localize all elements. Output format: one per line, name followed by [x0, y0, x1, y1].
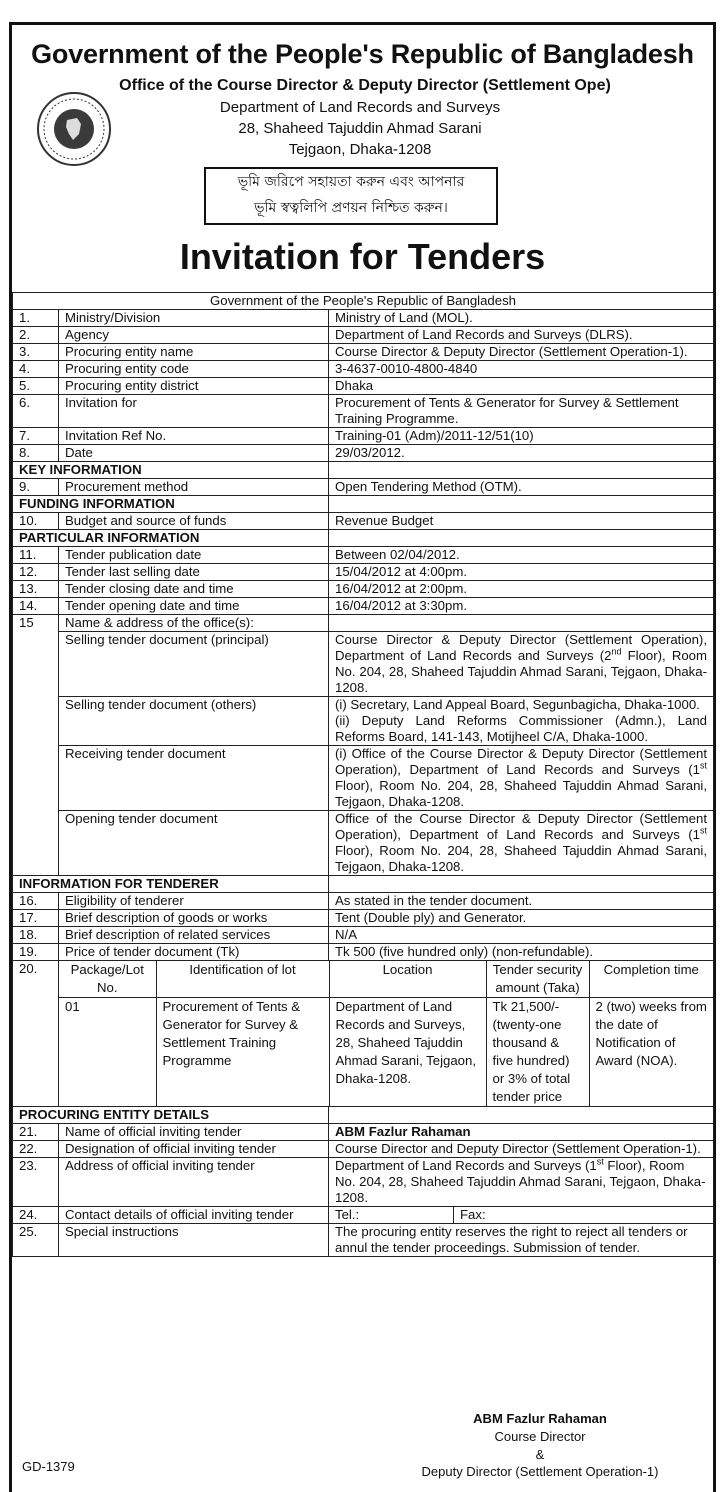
ordinal-suffix: st [699, 760, 707, 771]
table-caption: Government of the People's Republic of Bangladesh [13, 293, 714, 310]
table-row [13, 746, 714, 811]
government-heading: Government of the People's Republic of Bangladesh [31, 39, 694, 69]
table-row [13, 697, 714, 746]
table-row [13, 893, 714, 910]
header-identification: Identification of lot [156, 961, 329, 998]
table-row [13, 513, 714, 530]
row-label: Price of tender document (Tk) [59, 944, 329, 961]
signatory-title: Course Director [494, 1429, 586, 1444]
row-value: Dhaka [329, 378, 714, 395]
row-number: 18. [13, 927, 59, 944]
row-number: 9. [13, 479, 59, 496]
row-number: 5. [13, 378, 59, 395]
row-value: Training-01 (Adm)/2011-12/51(10) [329, 428, 714, 445]
header-location: Location [329, 961, 486, 998]
row-value: Department of Land Records and Surveys (DLRS). [329, 327, 714, 344]
row-label: Invitation for [59, 395, 329, 428]
slogan-line-2: ভূমি স্বত্বলিপি প্রণয়ন নিশ্চিত করুন। [254, 200, 448, 216]
address-line: (ii) Deputy Land Reforms Commissioner (Admn.), Land Reforms Board, 141-143, Motijheel C/A, Dhaka-1000. [335, 713, 707, 744]
lot-package: 01 [59, 998, 156, 1107]
row-value: As stated in the tender document. [329, 893, 714, 910]
receiving-address [329, 746, 714, 811]
row-number: 22. [13, 1141, 59, 1158]
empty-cell [329, 876, 714, 893]
signatory-name: ABM Fazlur Rahaman [473, 1411, 607, 1426]
row-value: N/A [329, 927, 714, 944]
row-number: 15 [13, 615, 59, 876]
selling-others-label: Selling tender document (others) [59, 697, 329, 746]
lot-table-cell [59, 961, 714, 1107]
row-label: Brief description of related services [59, 927, 329, 944]
ordinal-suffix: nd [611, 646, 622, 657]
row-number: 24. [13, 1207, 59, 1224]
row-label: Tender publication date [59, 547, 329, 564]
table-row [13, 1141, 714, 1158]
address-text: Floor), Room No. 204, 28, Shaheed Tajuddin Ahmad Sarani, Tejgaon, Dhaka-1208. [335, 1158, 706, 1205]
address-text: Course Director & Deputy Director (Settlement Operation), Department of Land Records and Surveys (2 [335, 632, 707, 663]
header-security: Tender security amount (Taka) [486, 961, 589, 998]
row-number: 2. [13, 327, 59, 344]
table-row [13, 927, 714, 944]
table-row [13, 811, 714, 876]
row-label: Budget and source of funds [59, 513, 329, 530]
table-caption-row [13, 293, 714, 310]
table-row [13, 581, 714, 598]
table-row [13, 395, 714, 428]
lot-completion: 2 (two) weeks from the date of Notification of Award (NOA). [589, 998, 713, 1107]
row-label: Tender closing date and time [59, 581, 329, 598]
row-label: Eligibility of tenderer [59, 893, 329, 910]
table-row [13, 1124, 714, 1141]
department-line: Department of Land Records and Surveys [219, 99, 501, 116]
row-number: 11. [13, 547, 59, 564]
table-row [13, 564, 714, 581]
empty-cell [329, 496, 714, 513]
row-value [329, 1158, 714, 1207]
city-line: Tejgaon, Dhaka-1208 [288, 141, 432, 158]
table-row [13, 944, 714, 961]
tel-label: Tel.: [329, 1207, 454, 1223]
row-value: Between 02/04/2012. [329, 547, 714, 564]
section-heading-funding-information: FUNDING INFORMATION [13, 496, 329, 513]
opening-address [329, 811, 714, 876]
table-row [13, 632, 714, 697]
table-row [13, 428, 714, 445]
section-heading-key-information: KEY INFORMATION [13, 462, 329, 479]
row-number: 19. [13, 944, 59, 961]
row-number: 23. [13, 1158, 59, 1207]
table-row [13, 445, 714, 462]
row-label: Name of official inviting tender [59, 1124, 329, 1141]
row-number: 6. [13, 395, 59, 428]
lot-header-row [59, 961, 713, 998]
section-row [13, 496, 714, 513]
row-number: 20. [13, 961, 59, 1107]
table-row [13, 910, 714, 927]
row-label: Name & address of the office(s): [59, 615, 329, 632]
row-label: Procurement method [59, 479, 329, 496]
lot-table [59, 961, 713, 1106]
signatory-title-2: Deputy Director (Settlement Operation-1) [421, 1464, 659, 1479]
row-label: Agency [59, 327, 329, 344]
row-label: Procuring entity district [59, 378, 329, 395]
row-label: Ministry/Division [59, 310, 329, 327]
row-label: Contact details of official inviting tender [59, 1207, 329, 1224]
tender-table [12, 292, 714, 1257]
row-value: Course Director & Deputy Director (Settlement Operation-1). [329, 344, 714, 361]
row-label: Designation of official inviting tender [59, 1141, 329, 1158]
row-number: 13. [13, 581, 59, 598]
table-row [13, 1207, 714, 1224]
contact-split [329, 1207, 713, 1223]
row-label: Brief description of goods or works [59, 910, 329, 927]
selling-others-address [329, 697, 714, 746]
section-row [13, 1107, 714, 1124]
row-number: 8. [13, 445, 59, 462]
row-label: Procuring entity code [59, 361, 329, 378]
row-value: 29/03/2012. [329, 445, 714, 462]
row-number: 12. [13, 564, 59, 581]
opening-label: Opening tender document [59, 811, 329, 876]
lot-location: Department of Land Records and Surveys, 28, Shaheed Tajuddin Ahmad Sarani, Tejgaon, Dhaka-1208. [329, 998, 486, 1107]
address-text: Floor), Room No. 204, 28, Shaheed Tajuddin Ahmad Sarani, Tejgaon, Dhaka-1208. [335, 843, 707, 874]
address-text: Office of the Course Director & Deputy Director (Settlement Operation), Department of Land Records and Surveys (1 [335, 811, 707, 842]
row-value: Tk 500 (five hundred only) (non-refundable). [329, 944, 714, 961]
section-heading-particular-information: PARTICULAR INFORMATION [13, 530, 329, 547]
row-number: 17. [13, 910, 59, 927]
empty-cell [329, 1107, 714, 1124]
row-label: Procuring entity name [59, 344, 329, 361]
table-row [13, 378, 714, 395]
lot-identification: Procurement of Tents & Generator for Survey & Settlement Training Programme [156, 998, 329, 1107]
empty-cell [329, 530, 714, 547]
table-row [13, 1158, 714, 1207]
table-row [13, 361, 714, 378]
receiving-label: Receiving tender document [59, 746, 329, 811]
table-row [13, 344, 714, 361]
section-row [13, 876, 714, 893]
row-number: 16. [13, 893, 59, 910]
row-value: Tent (Double ply) and Generator. [329, 910, 714, 927]
address-text: Floor), Room No. 204, 28, Shaheed Tajuddin Ahmad Sarani, Tejgaon, Dhaka-1208. [335, 648, 707, 695]
empty-cell [329, 615, 714, 632]
row-value: 15/04/2012 at 4:00pm. [329, 564, 714, 581]
street-line: 28, Shaheed Tajuddin Ahmad Sarani [238, 120, 482, 137]
header-completion: Completion time [589, 961, 713, 998]
lot-security: Tk 21,500/- (twenty-one thousand & five hundred) or 3% of total tender price [486, 998, 589, 1107]
table-row [13, 310, 714, 327]
row-label: Special instructions [59, 1224, 329, 1257]
slogan-line-1: ভূমি জরিপে সহায়তা করুন এবং আপনার [237, 174, 465, 190]
row-value: Course Director and Deputy Director (Settlement Operation-1). [329, 1141, 714, 1158]
section-row [13, 530, 714, 547]
footer-code: GD-1379 [22, 1459, 75, 1474]
table-row [13, 598, 714, 615]
section-heading-procuring-entity-details: PROCURING ENTITY DETAILS [13, 1107, 329, 1124]
official-name: ABM Fazlur Rahaman [329, 1124, 714, 1141]
ordinal-suffix: st [596, 1156, 604, 1167]
table-row [13, 327, 714, 344]
row-label: Tender last selling date [59, 564, 329, 581]
government-seal-icon [37, 92, 111, 166]
row-number: 14. [13, 598, 59, 615]
header-package: Package/Lot No. [59, 961, 156, 998]
row-value: The procuring entity reserves the right to reject all tenders or annul the tender proceedings. Submission of tender. [329, 1224, 714, 1257]
row-label: Tender opening date and time [59, 598, 329, 615]
row-number: 10. [13, 513, 59, 530]
ordinal-suffix: st [699, 825, 707, 836]
row-number: 3. [13, 344, 59, 361]
row-value: Open Tendering Method (OTM). [329, 479, 714, 496]
address-text: (i) Office of the Course Director & Deputy Director (Settlement Operation), Department of Land Records and Surveys (1 [335, 746, 707, 777]
lot-data-row [59, 998, 713, 1107]
row-number: 25. [13, 1224, 59, 1257]
row-number: 1. [13, 310, 59, 327]
address-text: Department of Land Records and Surveys (1 [335, 1158, 597, 1173]
selling-principal-label: Selling tender document (principal) [59, 632, 329, 697]
row-value: Procurement of Tents & Generator for Survey & Settlement Training Programme. [329, 395, 714, 428]
signatory-ampersand: & [535, 1447, 545, 1462]
section-row [13, 462, 714, 479]
section-heading-information-for-tenderer: INFORMATION FOR TENDERER [13, 876, 329, 893]
contact-cell [329, 1207, 714, 1224]
row-label: Invitation Ref No. [59, 428, 329, 445]
table-row [13, 547, 714, 564]
row-label: Date [59, 445, 329, 462]
row-value: 16/04/2012 at 2:00pm. [329, 581, 714, 598]
office-heading: Office of the Course Director & Deputy Director (Settlement Ope) [119, 77, 611, 94]
page-title: Invitation for Tenders [179, 236, 546, 277]
address-line: (i) Secretary, Land Appeal Board, Segunbagicha, Dhaka-1000. [335, 697, 700, 712]
row-number: 4. [13, 361, 59, 378]
row-value: Revenue Budget [329, 513, 714, 530]
address-text: Floor), Room No. 204, 28, Shaheed Tajuddin Ahmad Sarani, Tejgaon, Dhaka-1208. [335, 778, 707, 809]
row-value: 16/04/2012 at 3:30pm. [329, 598, 714, 615]
row-value: Ministry of Land (MOL). [329, 310, 714, 327]
selling-principal-address [329, 632, 714, 697]
row-number: 21. [13, 1124, 59, 1141]
table-row [13, 479, 714, 496]
table-row [13, 961, 714, 1107]
row-label: Address of official inviting tender [59, 1158, 329, 1207]
row-value: 3-4637-0010-4800-4840 [329, 361, 714, 378]
fax-label: Fax: [460, 1207, 486, 1222]
row-number: 7. [13, 428, 59, 445]
table-row [13, 615, 714, 632]
table-row [13, 1224, 714, 1257]
empty-cell [329, 462, 714, 479]
slogan-box [204, 167, 498, 225]
